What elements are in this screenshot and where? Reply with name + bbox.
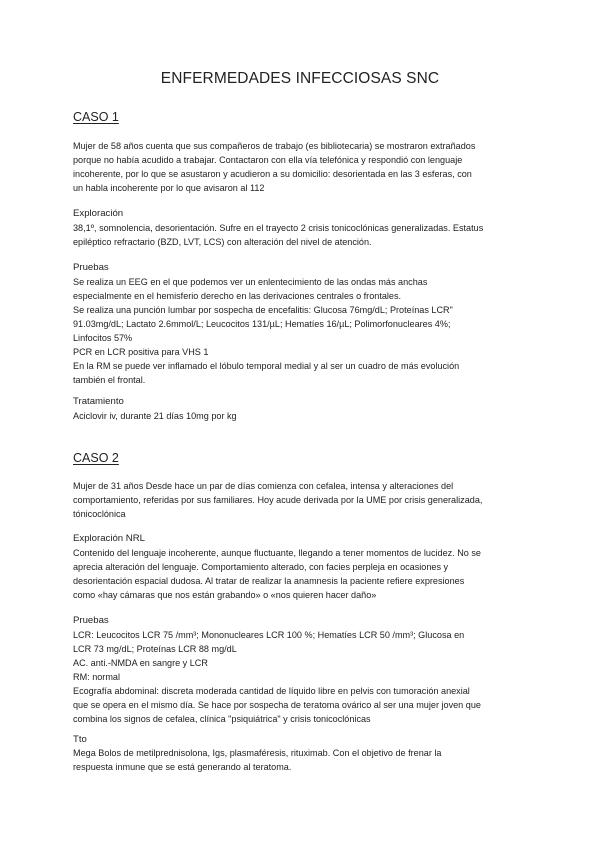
paragraph-line: Se realiza un EEG en el que podemos ver un enlentecimiento de las ondas más anchas <box>73 277 428 287</box>
paragraph-line: Mujer de 31 años Desde hace un par de días comienza con cefalea, intensa y alteraciones del <box>73 481 454 491</box>
paragraph-line: LCR 73 mg/dL; Proteínas LCR 88 mg/dL <box>73 644 237 654</box>
paragraph-line: AC. anti.-NMDA en sangre y LCR <box>73 658 208 668</box>
case-1-exploracion-title: Exploración <box>73 208 124 219</box>
case-2-pruebas <box>73 628 528 726</box>
paragraph-line: un habla incoherente por lo que avisaron al 112 <box>73 183 265 193</box>
paragraph-line: Mujer de 58 años cuenta que sus compañeros de trabajo (es bibliotecaria) se mostraron extrañados <box>73 141 476 151</box>
case-2-tto <box>73 746 528 774</box>
paragraph-line: 38,1º, somnolencia, desorientación. Sufre en el trayecto 2 crisis tonicoclónicas generalizadas. Estatus <box>73 223 484 233</box>
paragraph-line: especialmente en el hemisferio derecho en las derivaciones centrales o frontales. <box>73 291 402 301</box>
page-title: ENFERMEDADES INFECCIOSAS SNC <box>160 70 440 87</box>
case-2-heading: CASO 2 <box>73 451 119 465</box>
case-1-pruebas-title: Pruebas <box>73 262 109 273</box>
paragraph-line: LCR: Leucocitos LCR 75 /mm³; Mononucleares LCR 100 %; Hematíes LCR 50 /mm³; Glucosa en <box>73 630 465 640</box>
case-1-pruebas <box>73 275 528 387</box>
case-1-intro <box>73 139 528 195</box>
paragraph-line: PCR en LCR positiva para VHS 1 <box>73 347 209 357</box>
paragraph-line: desorientación espacial dudosa. Al tratar de realizar la anamnesis la paciente refiere expresiones <box>73 576 465 586</box>
paragraph-line: comportamiento, referidas por sus familiares. Hoy acude derivada por la UME por crisis generalizada, <box>73 495 483 505</box>
paragraph-line: En la RM se puede ver inflamado el lóbulo temporal medial y al ser un cuadro de más evolución <box>73 361 460 371</box>
paragraph-line: Mega Bolos de metilprednisolona, Igs, plasmaféresis, rituximab. Con el objetivo de frenar la <box>73 748 442 758</box>
paragraph-line: como «hay cámaras que nos están grabando» o «nos quieren hacer daño» <box>73 590 377 600</box>
paragraph-line: también el frontal. <box>73 375 146 385</box>
paragraph-line: respuesta inmune que se está generando al teratoma. <box>73 762 292 772</box>
paragraph-line: Contenido del lenguaje incoherente, aunque fluctuante, llegando a tener momentos de lucidez. No se <box>73 548 481 558</box>
case-2-tto-title: Tto <box>73 734 87 745</box>
case-1-heading: CASO 1 <box>73 110 119 124</box>
case-2-exploracion-title: Exploración NRL <box>73 533 145 544</box>
paragraph-line: Linfocitos 57% <box>73 333 133 343</box>
paragraph-line: combina los signos de cefalea, clínica "psiquiátrica" y crisis tonicoclónicas <box>73 714 371 724</box>
paragraph-line: RM: normal <box>73 672 120 682</box>
paragraph-line: aprecia alteración del lenguaje. Comportamiento alterado, con facies perpleja en ocasiones y <box>73 562 449 572</box>
paragraph-line: Ecografía abdominal: discreta moderada cantidad de líquido libre en pelvis con tumoración anexial <box>73 686 470 696</box>
case-2-exploracion <box>73 546 528 602</box>
paragraph-line: porque no había acudido a trabajar. Contactaron con ella vía telefónica y respondió con lenguaje <box>73 155 463 165</box>
paragraph-line: 91.03mg/dL; Lactato 2.6mmol/L; Leucocitos 131/µL; Hematíes 16/µL; Polimorfonucleares 4%; <box>73 319 451 329</box>
case-2-intro <box>73 479 528 521</box>
paragraph-line: tónicoclónica <box>73 509 126 519</box>
paragraph-line: epiléptico refractario (BZD, LVT, LCS) con alteración del nivel de atención. <box>73 237 372 247</box>
paragraph-line: que se opera en el mismo día. Se hace por sospecha de teratoma ovárico al ser una mujer joven que <box>73 700 481 710</box>
case-2-pruebas-title: Pruebas <box>73 615 109 626</box>
paragraph-line: incoherente, por lo que se asustaron y acudieron a su domicilio: desorientada en las 3 esferas, con <box>73 169 472 179</box>
case-1-exploracion <box>73 221 528 249</box>
case-1-tratamiento-title: Tratamiento <box>73 396 124 407</box>
paragraph-line: Aciclovir iv, durante 21 días 10mg por kg <box>73 411 237 421</box>
paragraph-line: Se realiza una punción lumbar por sospecha de encefalitis: Glucosa 76mg/dL; Proteínas LCR" <box>73 305 453 315</box>
case-1-tratamiento <box>73 409 528 423</box>
